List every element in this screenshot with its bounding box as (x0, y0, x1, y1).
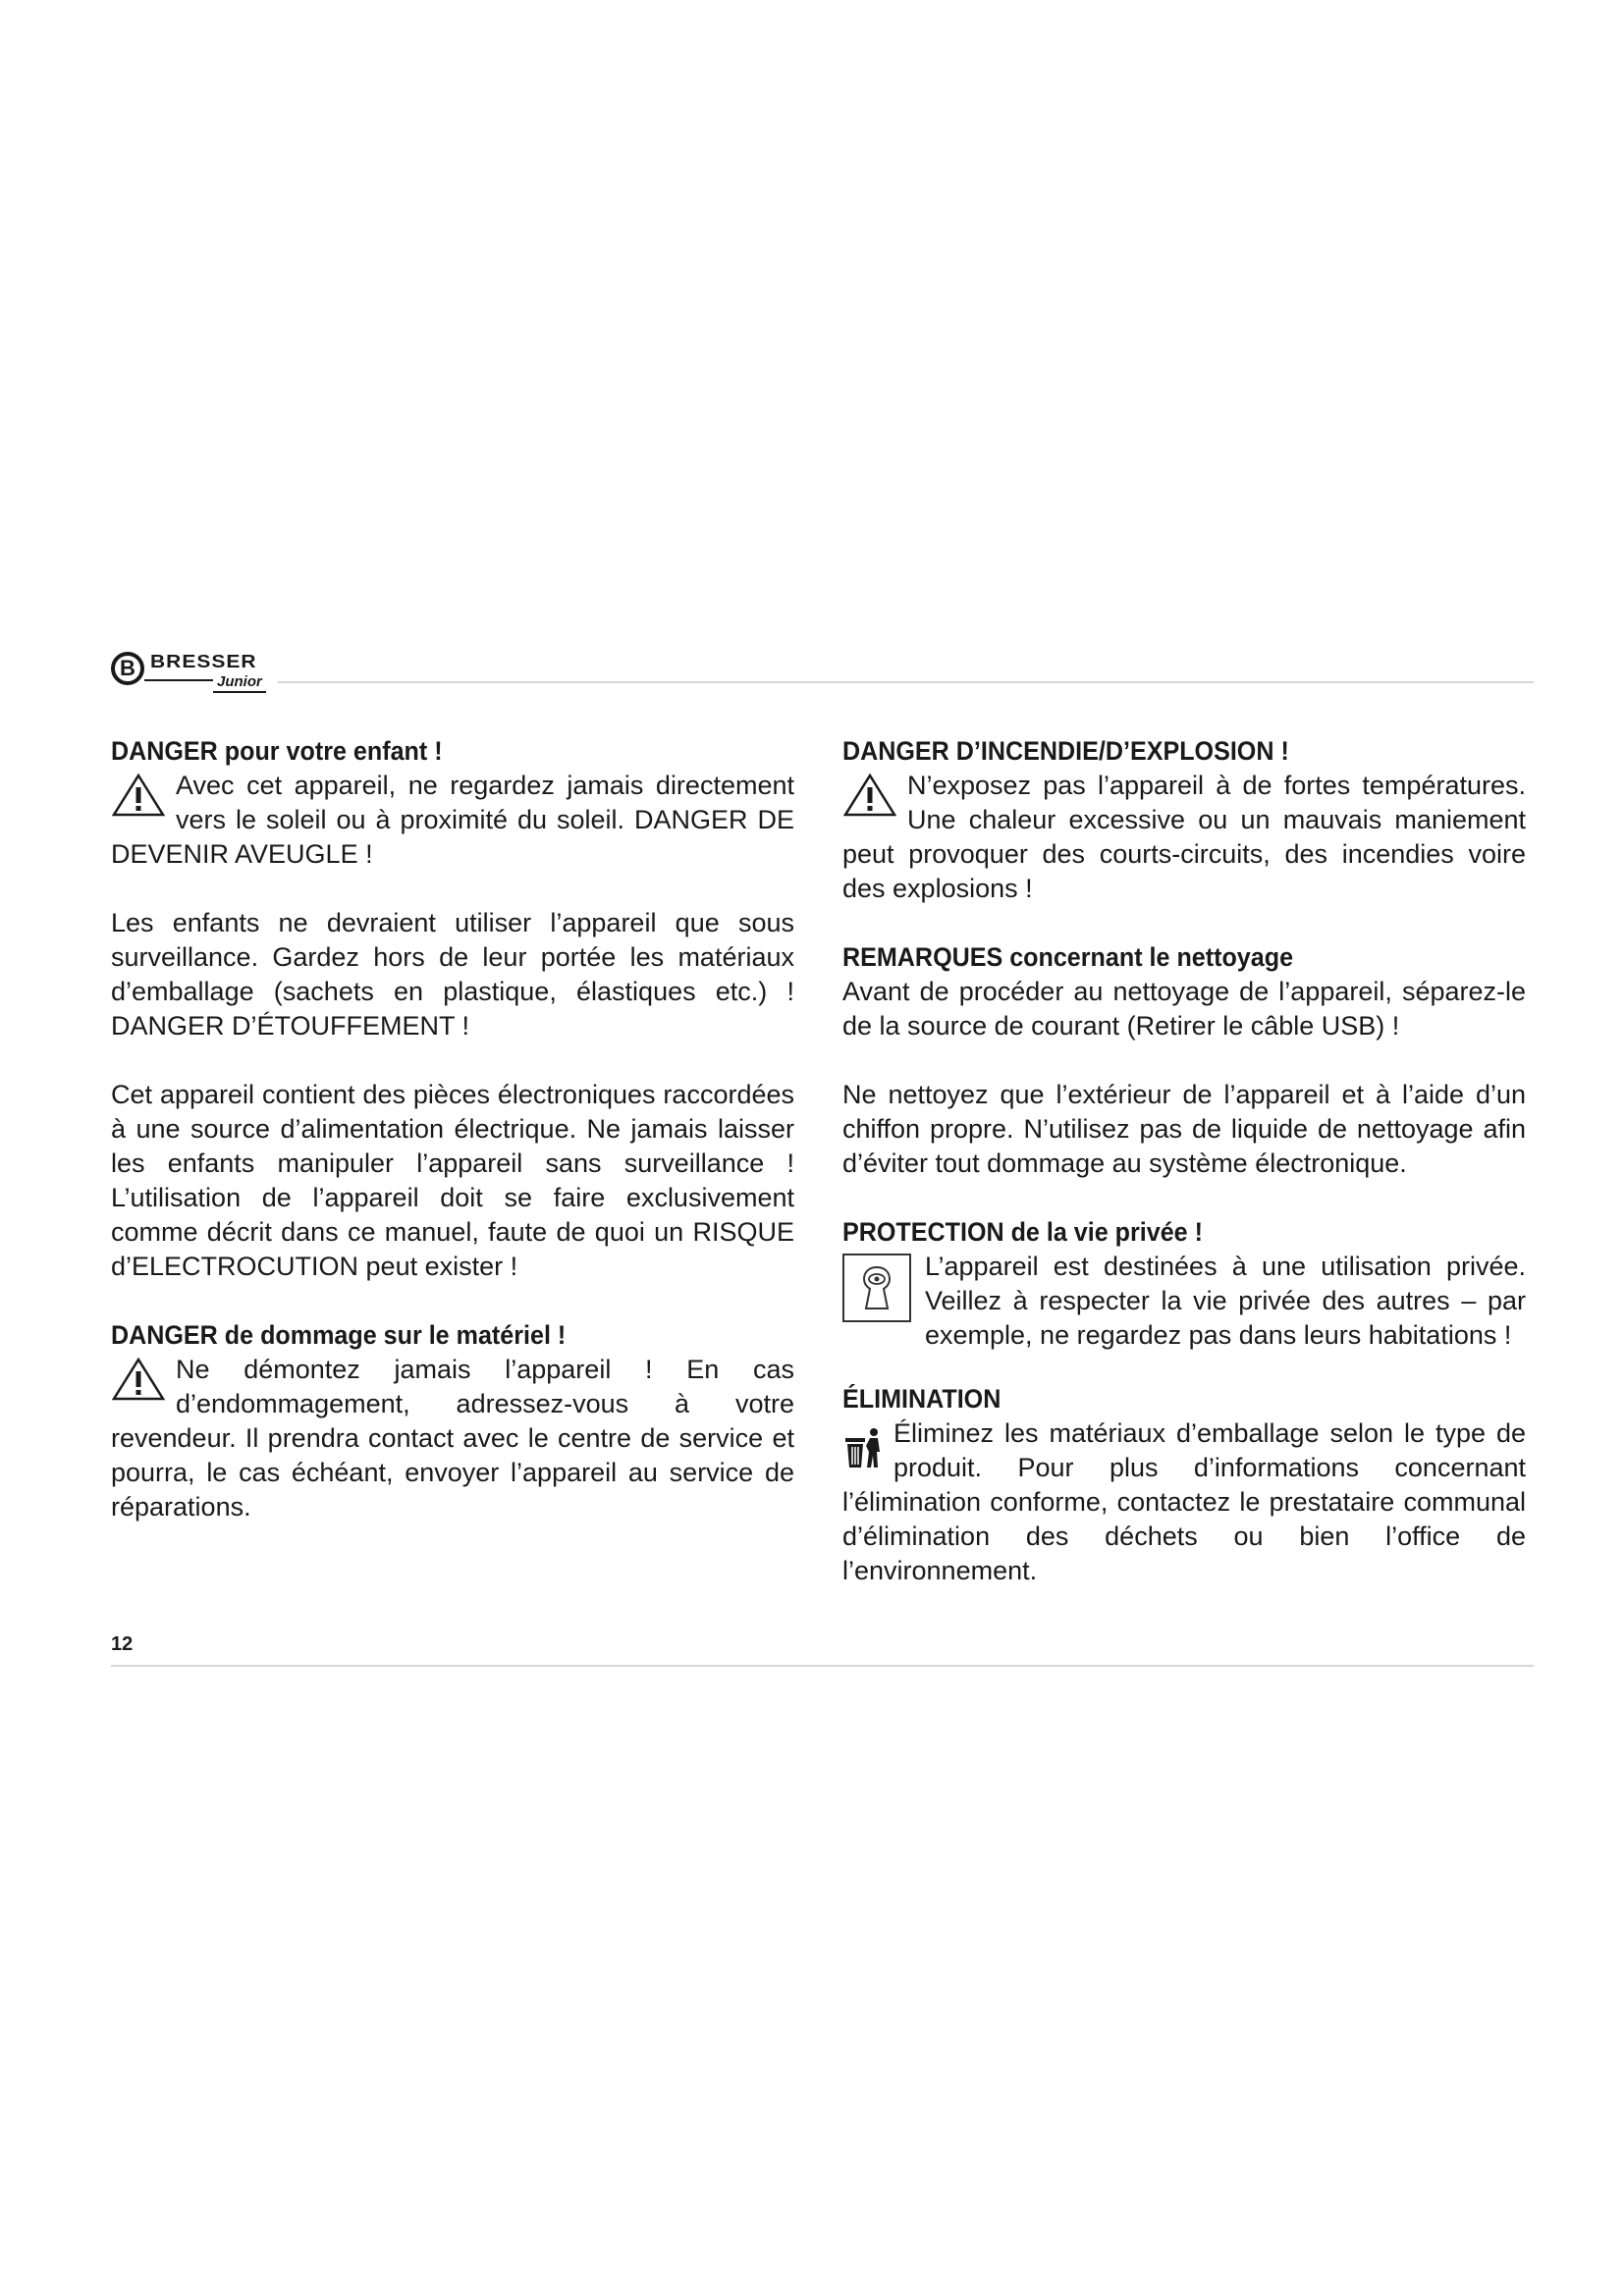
paragraph: Avec cet appareil, ne regardez jamais directement vers le soleil ou à proximité du soleil. DANGER DE DEVENIR AVEUGLE ! (111, 771, 794, 869)
section-title-privacy: PROTECTION de la vie privée ! (842, 1217, 1204, 1247)
section-disposal (842, 1416, 1526, 1588)
warning-triangle-icon (842, 773, 897, 818)
section-material-damage (111, 1353, 794, 1524)
paragraph: Cet appareil contient des pièces électroniques raccordées à une source d’alimentation électrique. Ne jamais laisser les enfants manipuler l’appareil sans surveillance ! L’utilisation de l’appareil doit se faire exclusivement comme décrit dans ce manuel, faute de quoi un RISQUE d’ELECTROCUTION peut exister ! (111, 1080, 794, 1281)
logo-sub: Junior (213, 673, 266, 693)
logo-brand: BRESSER (150, 652, 257, 672)
paragraph: Avant de procéder au nettoyage de l’appareil, séparez-le de la source de courant (Retirer le câble USB) ! (842, 977, 1526, 1041)
section-title-danger-child: DANGER pour votre enfant ! (111, 736, 443, 766)
paragraph: Éliminez les matériaux d’emballage selon le type de produit. Pour plus d’informations concernant l’élimination conforme, contactez le prestataire communal d’élimination des déchets ou bien l’office de l’environnement. (842, 1418, 1526, 1585)
section-privacy (842, 1250, 1526, 1353)
section-title-fire-explosion: DANGER D’INCENDIE/D’EXPLOSION ! (842, 736, 1289, 766)
warning-triangle-icon (111, 773, 166, 818)
header-rule (278, 681, 1534, 683)
paragraph: N’exposez pas l’appareil à de fortes températures. Une chaleur excessive ou un mauvais maniement peut provoquer des courts-circuits, des incendies voire des explosions ! (842, 771, 1526, 903)
recycle-bin-icon (842, 1426, 884, 1471)
logo-underline (144, 679, 213, 681)
paragraph: Ne démontez jamais l’appareil ! En cas d’endommagement, adressez-vous à votre revendeur. Il prendra contact avec le centre de service et pourra, le cas échéant, envoyer l’appareil au service de réparations. (111, 1355, 794, 1522)
section-title-material-damage: DANGER de dommage sur le matériel ! (111, 1320, 567, 1350)
paragraph: Les enfants ne devraient utiliser l’appareil que sous surveillance. Gardez hors de leur portée les matériaux d’emballage (sachets en plastique, élastiques etc.) ! DANGER D’ÉTOUFFEMENT ! (111, 908, 794, 1041)
bresser-junior-logo (111, 646, 278, 701)
right-column (842, 734, 1526, 1588)
page-number: 12 (111, 1633, 134, 1655)
left-column (111, 734, 794, 1524)
section-title-disposal: ÉLIMINATION (842, 1384, 1001, 1414)
section-fire-explosion (842, 769, 1526, 906)
logo-mark: B (111, 652, 144, 685)
paragraph: L’appareil est destinées à une utilisation privée. Veillez à respecter la vie privée des autres – par exemple, ne regardez pas dans leurs habitations ! (925, 1252, 1526, 1350)
footer-rule (111, 1665, 1534, 1667)
warning-triangle-icon (111, 1357, 166, 1402)
section-danger-child (111, 769, 794, 872)
section-title-cleaning: REMARQUES concernant le nettoyage (842, 942, 1294, 972)
privacy-keyhole-icon (842, 1254, 911, 1322)
paragraph: Ne nettoyez que l’extérieur de l’appareil et à l’aide d’un chiffon propre. N’utilisez pas de liquide de nettoyage afin d’éviter tout dommage au système électronique. (842, 1080, 1526, 1178)
